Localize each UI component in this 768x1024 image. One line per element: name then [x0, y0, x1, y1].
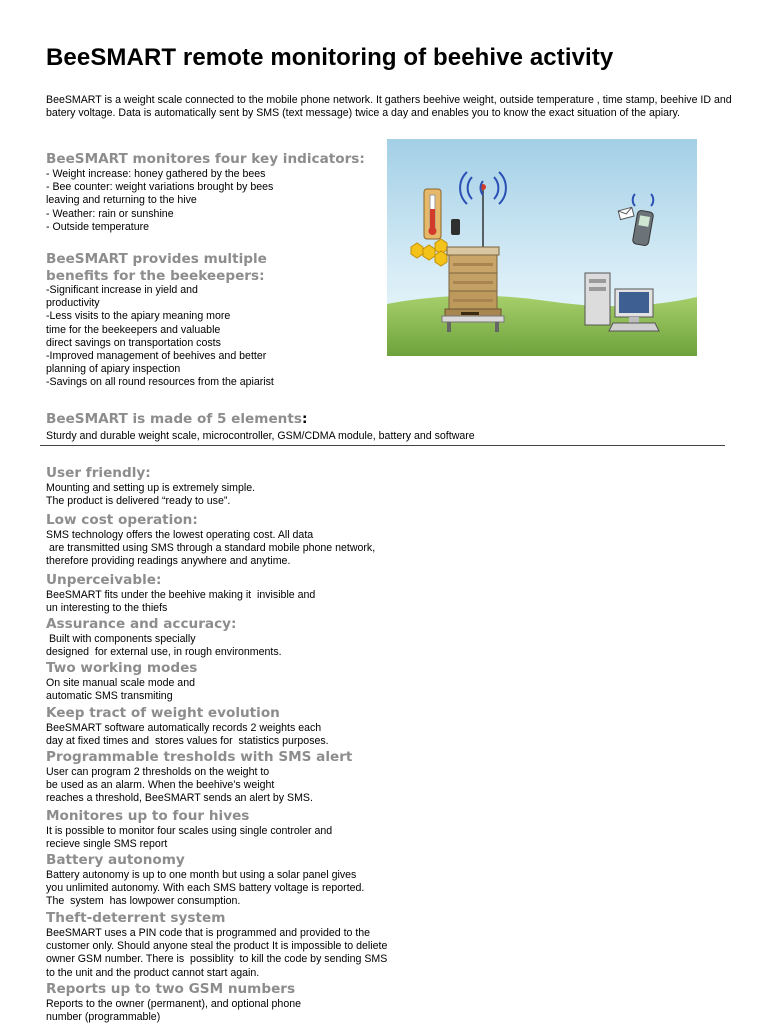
feature-line: to the unit and the product cannot start again. [46, 966, 260, 979]
indicator-line: - Weather: rain or sunshine [46, 207, 174, 220]
benefit-line: productivity [46, 297, 100, 310]
feature-heading: Programmable tresholds with SMS alert [46, 749, 353, 765]
elements-heading-colon: : [301, 411, 308, 427]
feature-heading: Assurance and accuracy: [46, 616, 237, 632]
feature-user-friendly [46, 466, 255, 508]
feature-line: be used as an alarm. When the beehive’s weight [46, 779, 275, 792]
beehive-icon [442, 247, 504, 332]
benefit-line: -Less visits to the apiary meaning more [46, 310, 231, 323]
elements-heading-text: BeeSMART is made of 5 elements [46, 411, 302, 427]
feature-four-hives [46, 809, 332, 851]
indicator-line: leaving and returning to the hive [46, 194, 197, 207]
feature-low-cost [46, 513, 375, 569]
feature-gsm-numbers [46, 982, 301, 1024]
elements-section [46, 412, 475, 443]
feature-line: Mounting and setting up is extremely simple. [46, 482, 256, 494]
feature-line: automatic SMS transmiting [46, 690, 173, 703]
benefit-line: planning of apiary inspection [46, 363, 181, 376]
feature-line: Battery autonomy is up to one month but using a solar panel gives [46, 869, 357, 881]
section-divider [40, 445, 725, 446]
feature-working-modes [46, 661, 197, 703]
indicator-line: - Outside temperature [46, 220, 150, 233]
benefit-line: -Significant increase in yield and [46, 284, 198, 296]
benefit-line: -Savings on all round resources from the apiarist [46, 376, 274, 389]
feature-line: The system has lowpower consumption. [46, 895, 241, 908]
thermometer-icon [424, 189, 441, 239]
indicators-section [46, 152, 365, 234]
page-title: BeeSMART remote monitoring of beehive activity [46, 44, 614, 71]
feature-heading: User friendly: [46, 465, 151, 481]
feature-theft-deterrent [46, 911, 387, 980]
feature-line: BeeSMART fits under the beehive making it invisible and [46, 589, 316, 601]
benefits-section [46, 252, 274, 390]
feature-heading: Theft-deterrent system [46, 910, 226, 926]
feature-thresholds [46, 750, 352, 806]
feature-heading: Unperceivable: [46, 572, 162, 588]
feature-weight-evolution [46, 706, 329, 748]
feature-line: designed for external use, in rough environments. [46, 646, 282, 659]
feature-heading: Monitores up to four hives [46, 808, 250, 824]
beehive-monitoring-illustration [387, 139, 697, 356]
elements-line: Sturdy and durable weight scale, microcontroller, GSM/CDMA module, battery and software [46, 430, 475, 442]
indicator-line: - Bee counter: weight variations brought by bees [46, 181, 274, 194]
feature-line: number (programmable) [46, 1011, 161, 1024]
feature-line: owner GSM number. There is possiblity to kill the code by sending SMS [46, 953, 388, 966]
benefit-line: direct savings on transportation costs [46, 336, 221, 349]
feature-line: reaches a threshold, BeeSMART sends an alert by SMS. [46, 792, 313, 805]
feature-line: It is possible to monitor four scales using single controler and [46, 825, 333, 837]
feature-line: are transmitted using SMS through a standard mobile phone network, [46, 542, 376, 555]
indicator-line: - Weight increase: honey gathered by the bees [46, 168, 266, 180]
benefit-line: time for the beekeepers and valuable [46, 323, 221, 336]
feature-line: BeeSMART uses a PIN code that is programmed and provided to the [46, 927, 371, 939]
feature-heading: Reports up to two GSM numbers [46, 981, 296, 997]
feature-line: day at fixed times and stores values for statistics purposes. [46, 735, 329, 748]
feature-heading: Keep tract of weight evolution [46, 705, 280, 721]
indicators-heading: BeeSMART monitores four key indicators: [46, 151, 365, 167]
feature-line: Reports to the owner (permanent), and optional phone [46, 998, 302, 1010]
feature-line: recieve single SMS report [46, 838, 168, 851]
feature-unperceivable [46, 573, 315, 615]
feature-heading: Battery autonomy [46, 852, 185, 868]
feature-line: User can program 2 thresholds on the weight to [46, 766, 270, 778]
sensor-icon [451, 219, 460, 235]
feature-line: On site manual scale mode and [46, 677, 195, 689]
feature-battery [46, 853, 364, 909]
feature-line: Built with components specially [46, 633, 196, 645]
benefits-heading-line2: benefits for the beekeepers: [46, 268, 265, 284]
intro-paragraph: BeeSMART is a weight scale connected to the mobile phone network. It gathers beehive weight, outside temperature , time stamp, beehive ID and batery voltage. Data is automatically sent by SMS (text message) twice a day and enables you to know the exact situation of the apiary. [46, 94, 732, 120]
feature-assurance [46, 617, 282, 659]
elements-heading [46, 412, 475, 427]
feature-line: you unlimited autonomy. With each SMS battery voltage is reported. [46, 882, 365, 895]
benefits-heading-line1: BeeSMART provides multiple [46, 251, 267, 267]
feature-line: SMS technology offers the lowest operating cost. All data [46, 529, 314, 541]
feature-line: The product is delivered “ready to use”. [46, 495, 231, 508]
feature-line: customer only. Should anyone steal the product It is impossible to deliete [46, 940, 388, 953]
feature-heading: Two working modes [46, 660, 198, 676]
feature-line: therefore providing readings anywhere and anytime. [46, 555, 291, 568]
benefit-line: -Improved management of beehives and better [46, 350, 267, 363]
feature-line: BeeSMART software automatically records 2 weights each [46, 722, 322, 734]
feature-line: un interesting to the thiefs [46, 602, 168, 615]
feature-heading: Low cost operation: [46, 512, 198, 528]
